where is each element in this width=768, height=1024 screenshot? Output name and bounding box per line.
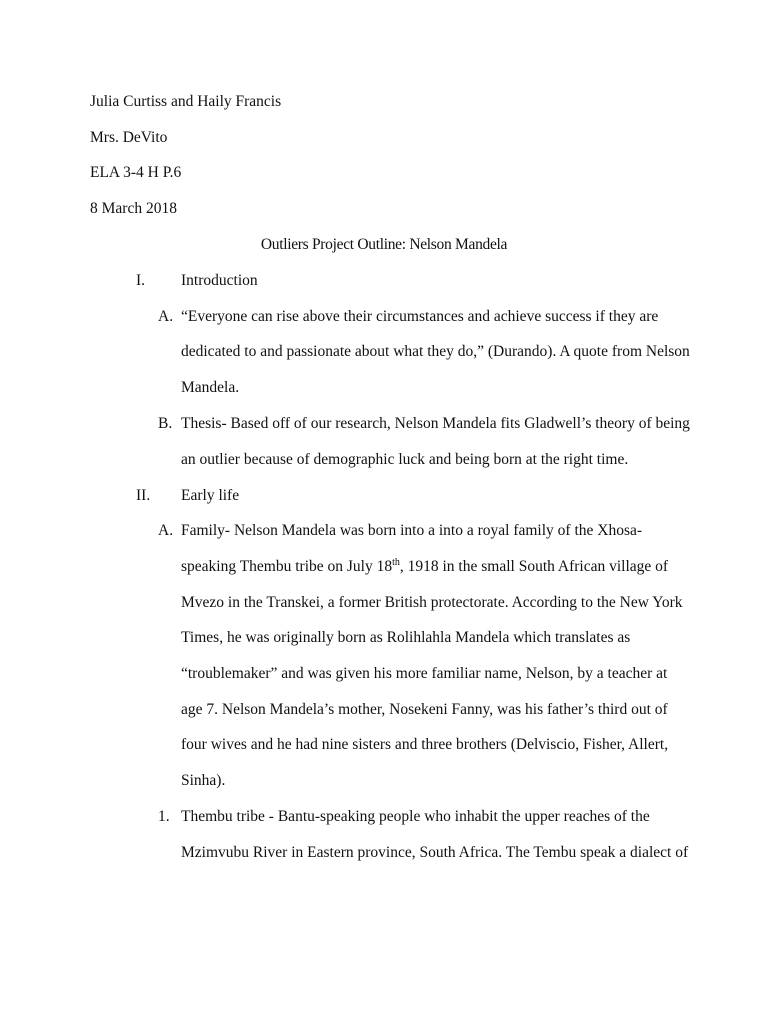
item-1b-line: Thesis- Based off of our research, Nelson Mandela fits Gladwell’s theory of being	[181, 415, 690, 432]
section-1-title: Introduction	[181, 272, 258, 289]
item-2a1-marker: 1.	[158, 808, 170, 825]
item-2a-line: four wives and he had nine sisters and three brothers (Delviscio, Fisher, Allert,	[181, 736, 669, 753]
item-2a1-line: Thembu tribe - Bantu-speaking people who inhabit the upper reaches of the	[181, 808, 650, 825]
section-2-title: Early life	[181, 487, 240, 504]
ordinal-suffix: th	[392, 556, 400, 568]
item-1b-marker: B.	[158, 415, 173, 432]
item-2a-line: Sinha).	[181, 772, 226, 789]
document-date: 8 March 2018	[90, 200, 177, 217]
teacher-name: Mrs. DeVito	[90, 129, 168, 146]
section-1-marker: I.	[136, 272, 146, 289]
item-1a-line: dedicated to and passionate about what they do,” (Durando). A quote from Nelson	[181, 343, 690, 360]
item-2a-line: “troublemaker” and was given his more familiar name, Nelson, by a teacher at	[181, 665, 668, 682]
item-2a-line: Times, he was originally born as Rolihlahla Mandela which translates as	[181, 629, 631, 646]
item-1b-line: an outlier because of demographic luck and being born at the right time.	[181, 451, 629, 468]
item-1a-line: “Everyone can rise above their circumstances and achieve success if they are	[181, 308, 659, 325]
course-name: ELA 3-4 H P.6	[90, 164, 182, 181]
item-1a-line: Mandela.	[181, 379, 240, 396]
item-2a-marker: A.	[158, 522, 174, 539]
author-names: Julia Curtiss and Haily Francis	[90, 93, 282, 110]
item-2a-line-part: , 1918 in the small South African village of	[399, 558, 669, 575]
item-2a-line-part: speaking Thembu tribe on July 18	[181, 558, 393, 575]
item-1a-marker: A.	[158, 308, 174, 325]
item-2a1-line: Mzimvubu River in Eastern province, South Africa. The Tembu speak a dialect of	[181, 844, 689, 861]
item-2a-line	[181, 557, 668, 577]
document-title: Outliers Project Outline: Nelson Mandela	[260, 236, 508, 253]
item-2a-line: age 7. Nelson Mandela’s mother, Nosekeni Fanny, was his father’s third out of	[181, 701, 668, 718]
item-2a-line: Mvezo in the Transkei, a former British protectorate. According to the New York	[181, 594, 683, 611]
item-2a-line: Family- Nelson Mandela was born into a into a royal family of the Xhosa-	[181, 522, 643, 539]
section-2-marker: II.	[136, 487, 151, 504]
